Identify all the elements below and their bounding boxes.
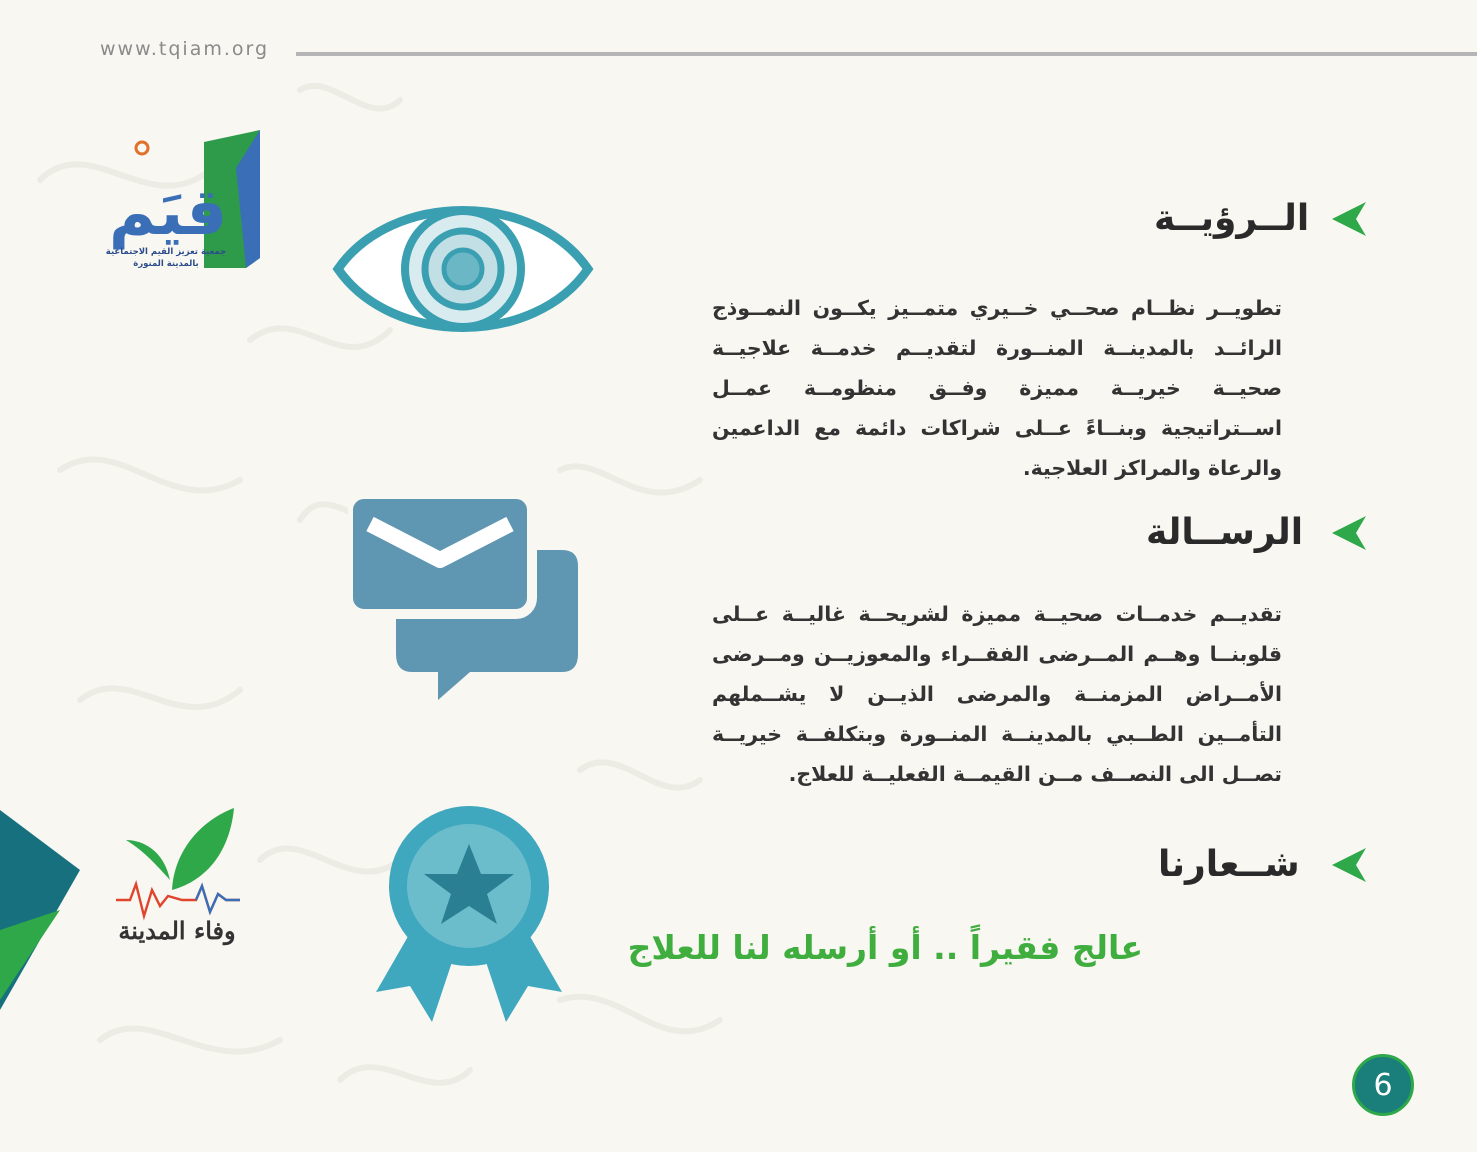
slogan-title: شــعارنا [1158, 844, 1300, 885]
page-number: 6 [1352, 1054, 1414, 1116]
corner-decoration [0, 810, 90, 1010]
eye-icon [332, 196, 594, 342]
mission-text: تقديــم خدمــات صحيــة مميزة لشريحــة غاليــة عــلى قلوبنــا وهــم المــرضى الفقــراء والمعوزيــن ومــرضى الأمــراض المزمنــة والمرضى الذيــن لا يشــملهم التأمــين الطــبي بالمدينــة المنــورة وبتكلفــة خيريــة تصــل الى النصــف مــن القيمــة الفعليــة للعلاج. [712, 602, 1282, 786]
triangle-left-icon [1330, 514, 1368, 552]
qiam-logo-subtitle: جمعية تعزيز القيم الاجتماعية بالمدينة المنورة [105, 247, 227, 269]
chat-envelope-icon [348, 494, 580, 704]
slogan-text: عالج فقيراً .. أو أرسله لنا للعلاج [627, 928, 1143, 967]
svg-text:قيَم: قيَم [108, 176, 228, 250]
triangle-left-icon [1330, 846, 1368, 884]
vision-heading [1154, 198, 1368, 239]
vision-title: الــرؤيــة [1154, 198, 1310, 239]
award-ribbon-icon [374, 806, 564, 1028]
mission-title: الرســالة [1146, 512, 1304, 553]
site-url[interactable]: www.tqiam.org [100, 38, 270, 60]
header-rule [296, 52, 1477, 56]
mission-heading [1146, 512, 1368, 553]
vision-text: تطويــر نظــام صحــي خــيري متمــيز يكــون النمــوذج الرائــد بالمدينــة المنــورة لتقديــم خدمــة علاجيــة صحيــة خيريــة مميزة وفــق منظومــة عمــل اســتراتيجية وبنــاءً عــلى شراكات دائمة مع الداعمين والرعاة والمراكز العلاجية. [712, 296, 1282, 480]
slogan-heading [1158, 844, 1368, 885]
triangle-left-icon [1330, 200, 1368, 238]
wafaa-logo-text: وفاء المدينة [118, 916, 236, 945]
